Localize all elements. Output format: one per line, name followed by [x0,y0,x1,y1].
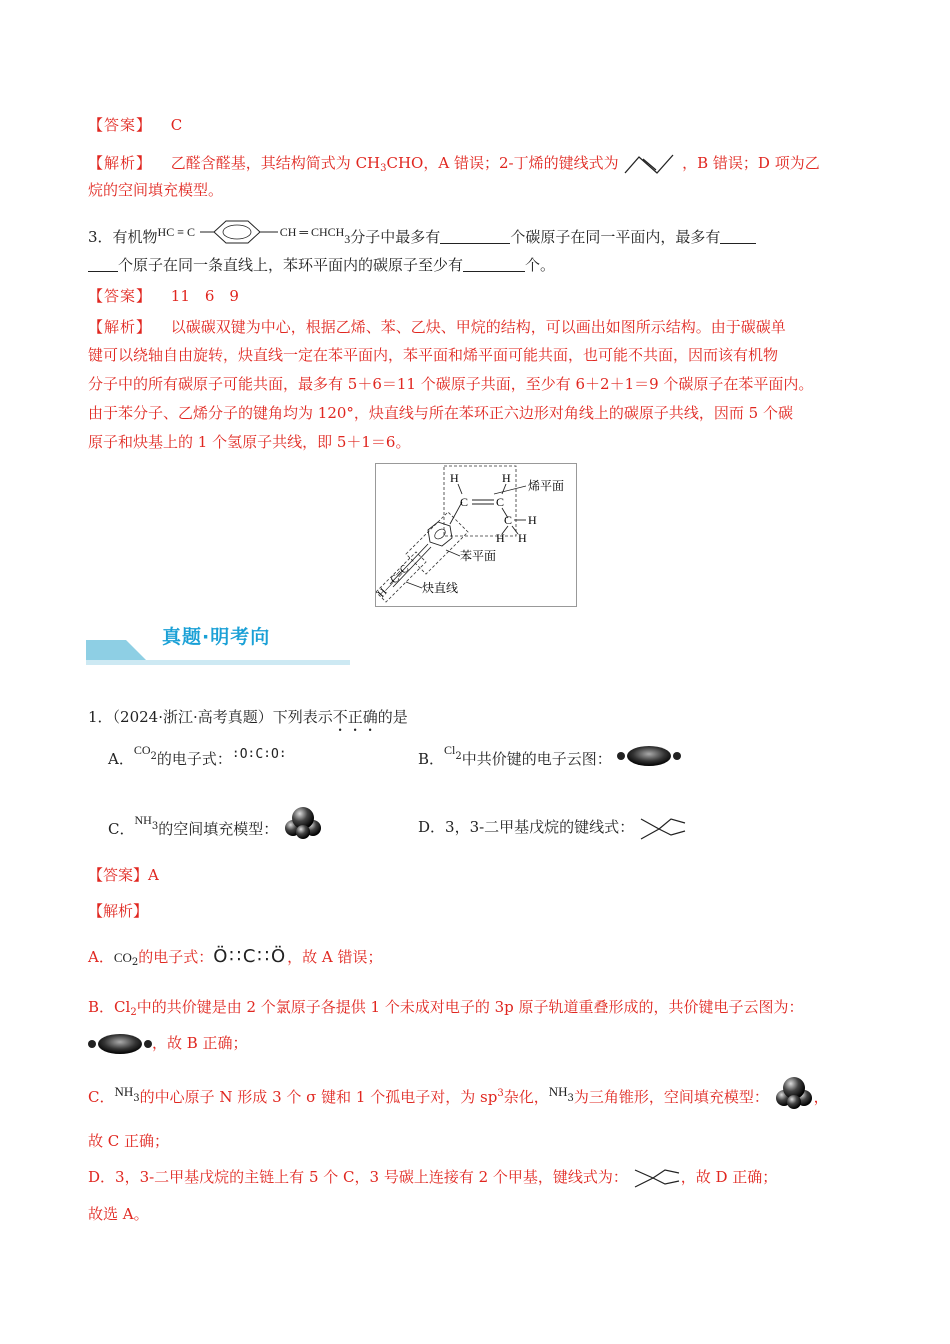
option-a-formula: CO [133,743,151,757]
exp-d-suffix: ，故 D 正确； [680,1168,778,1186]
q3-analysis-line3: 分子中的所有碳原子可能共面，最多有 5＋6＝11 个碳原子共面，至少有 6＋2＋1＝9 个碳原子在苯平面内。 [88,375,814,393]
q3-answer-line [88,285,239,307]
atom-h: H [496,531,505,545]
exp-a-sub: 2 [131,957,139,968]
option-d-text: 3，3-二甲基戊烷的键线式： [445,818,635,836]
option-a[interactable] [108,743,287,776]
space-filling-model-icon [283,804,323,840]
q3-formula-sub: 3 [344,232,351,246]
option-a-lewis: ∶O∶C∶O∶ [231,747,287,762]
label-alkene-plane: 烯平面 [528,479,565,493]
exp-a-prefix: A． [88,948,114,966]
exp-c-text-1: 的中心原子 N 形成 3 个 σ 键和 1 个孤电子对，为 sp [139,1088,498,1106]
option-a-label: A． [108,750,134,768]
exp-b-text-2: 中的共价键是由 2 个氯原子各提供 1 个未成对电子的 3p 原子轨道重叠形成的，共价键电子云图为： [136,998,804,1016]
benzene-ring-icon [200,217,280,247]
option-c-sub: 3 [151,821,159,832]
molecule-plane-diagram [376,464,576,606]
answer-tag: 【答案】 [88,287,153,305]
electron-cloud-icon [617,745,681,767]
option-d-label: D． [418,818,446,836]
exam1-exp-d [88,1166,777,1189]
answer-blank-2b[interactable] [88,256,118,272]
exp-a-text: 的电子式： [138,948,214,966]
label-alkyne-line: 炔直线 [422,581,459,595]
q2-answer-line [88,114,182,136]
q3-analysis-line4: 由于苯分子、乙烯分子的键角均为 120°，炔直线与所在苯环正六边形对角线上的碳原子共线，因而 5 个碳 [88,404,793,422]
subscript: 3 [380,163,387,174]
dimethylpentane-skeletal-icon [633,1167,681,1189]
exam1-analysis-tag: 【解析】 [88,902,149,920]
option-b-formula: Cl [444,743,456,757]
q3-stem-text-4: 个。 [525,256,556,274]
exp-b-sub: 2 [130,1007,137,1018]
option-c-text: 的空间填充模型： [158,820,279,838]
exam1-answer: 【答案】A [88,866,159,884]
atom-c: C [460,495,469,509]
analysis-text-2: CHO，A 错误；2-丁烯的键线式为 [386,154,619,172]
option-a-sub: 2 [150,751,157,762]
exam1-exp-c-line2: 故 C 正确； [88,1132,170,1150]
option-b-label: B． [418,750,445,768]
butene-skeletal-icon [623,151,677,177]
exp-b-line2-text: ，故 B 正确； [152,1034,248,1052]
q3-analysis-line1 [88,316,786,338]
q3-analysis-line5: 原子和炔基上的 1 个氢原子共线，即 5＋1＝6。 [88,433,411,451]
exp-c-sub-1: 3 [133,1093,140,1104]
exam1-conclusion: 故选 A。 [88,1205,149,1223]
electron-cloud-icon [88,1033,152,1055]
analysis-tag: 【解析】 [88,318,153,336]
exp-c-text-4: ， [813,1088,829,1106]
exam1-stem [88,706,408,735]
exp-d-text: D．3，3-二甲基戊烷的主链上有 5 个 C，3 号碳上连接有 2 个甲基，键线式为： [88,1168,628,1186]
q3-stem-line2 [88,254,555,276]
atom-h: H [450,471,459,485]
q2-analysis-line2: 烷的空间填充模型。 [88,181,224,199]
q3-analysis-line2: 键可以绕轴自由旋转，炔直线一定在苯平面内，苯平面和烯平面可能共面，也可能不共面，因而该有机物 [88,346,779,364]
option-b[interactable] [418,743,681,776]
q2-analysis-line1 [88,151,820,180]
q3-stem-text-2: 个碳原子在同一平面内，最多有 [510,228,721,246]
q3-stem-text-3: 个原子在同一条直线上，苯环平面内的碳原子至少有 [118,256,464,274]
atom-h: H [518,531,527,545]
option-a-text: 的电子式： [156,750,232,768]
atom-c: C [504,513,513,527]
exp-a-lewis: Ö∷C∷Ö [213,946,288,967]
answer-blank-3[interactable] [463,256,525,272]
exam1-stem-emphasis: 不正确 [332,708,378,726]
exp-c-text-3: 为三角锥形，空间填充模型： [573,1088,769,1106]
option-b-text: 中共价键的电子云图： [461,750,612,768]
answer-value: C [170,116,183,134]
dimethylpentane-skeletal-icon [639,815,687,841]
analysis-text-1: 乙醛含醛基，其结构简式为 CH [170,154,381,172]
q3-stem-text-1: 分子中最多有 [350,228,441,246]
q3-formula-hc: HC ≡ C [157,225,195,239]
q3-stem-line1 [88,223,756,253]
label-benzene-plane: 苯平面 [460,549,497,563]
exp-c-text-2: 杂化， [503,1088,549,1106]
exp-c-formula-2: NH [548,1084,568,1099]
exp-b-text-1: B．Cl [88,998,131,1016]
q3-formula-ch: CH ═ CHCH [279,225,345,239]
option-c-formula: NH [134,813,152,827]
atom-h: H [502,471,511,485]
molecule-plane-figure [375,463,577,607]
exp-c-sup: 3 [497,1088,504,1099]
answer-tag: 【答案】 [88,116,153,134]
atom-h: H [528,513,537,527]
exp-c-formula-1: NH [114,1084,134,1099]
exp-c-sub-2: 3 [567,1093,574,1104]
exp-a-suffix: ，故 A 错误； [287,948,383,966]
exam1-exp-c-line1 [88,1080,829,1116]
exam1-stem-prefix: 1．（2024·浙江·高考真题）下列表示 [88,708,333,726]
option-d[interactable] [418,815,687,841]
analysis-text: 以碳碳双键为中心，根据乙烯、苯、乙炔、甲烷的结构，可以画出如图所示结构。由于碳碳单 [170,318,786,336]
exam1-stem-suffix: 的是 [377,708,408,726]
atom-c: C [496,495,505,509]
exam1-exp-b-line2 [88,1032,248,1055]
option-b-sub: 2 [455,751,462,762]
answer-blank-1[interactable] [440,228,510,244]
option-c-label: C． [108,820,135,838]
answer-value: 11 6 9 [170,287,239,305]
exp-a-formula: CO [113,950,132,965]
q3-stem-prefix: 3．有机物 [88,228,158,246]
exam1-exp-b-line1 [88,996,804,1024]
alkyne-atoms: H—C≡C [376,562,412,601]
space-filling-model-icon [774,1074,814,1110]
exp-c-prefix: C． [88,1088,115,1106]
exam1-exp-a [88,946,382,974]
analysis-tag: 【解析】 [88,154,153,172]
section-title: 真题·明考向 [162,626,271,648]
answer-blank-2a[interactable] [720,228,756,244]
analysis-text-3: ，B 错误；D 项为乙 [682,154,820,172]
option-c[interactable] [108,812,323,848]
